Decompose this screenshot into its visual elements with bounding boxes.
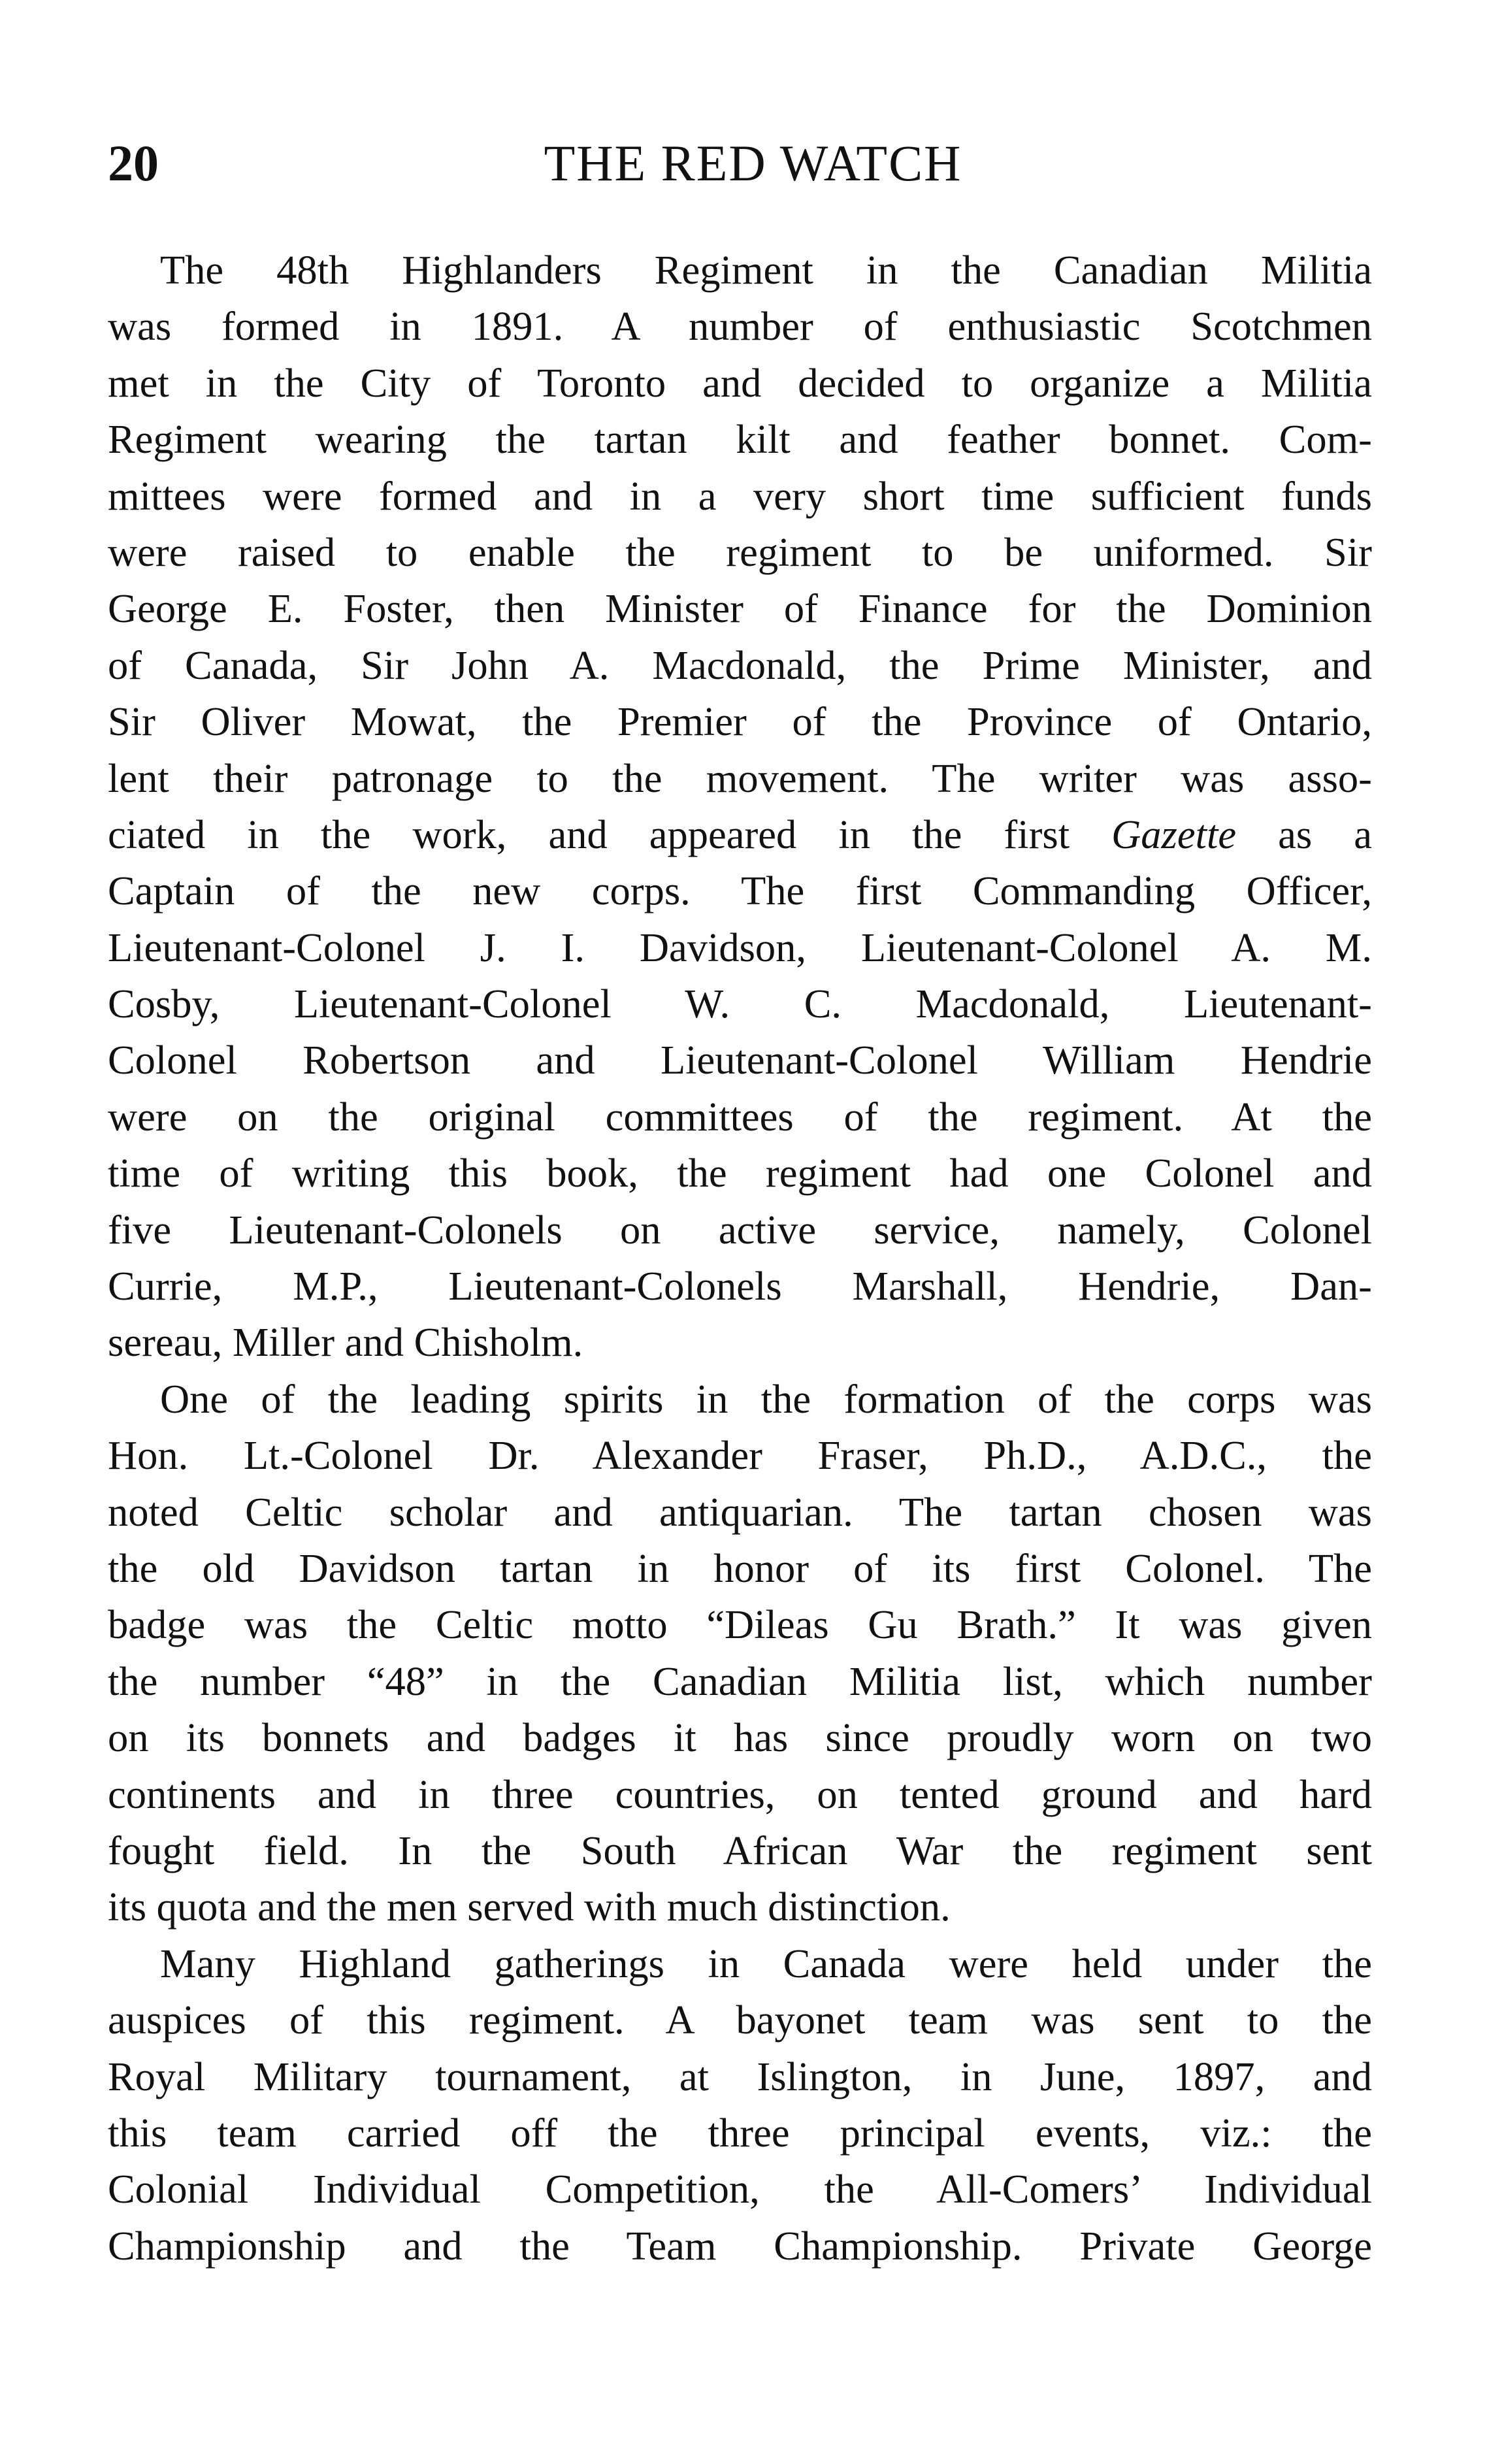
text-line: was formed in 1891. A number of enthusiastic Scotchmen bbox=[108, 303, 1372, 350]
text-line bbox=[108, 806, 1372, 862]
text-line: continents and in three countries, on tented ground and hard bbox=[108, 1771, 1372, 1817]
text-line: were raised to enable the regiment to be uniformed. Sir bbox=[108, 529, 1372, 575]
text-line: Hon. Lt.-Colonel Dr. Alexander Fraser, Ph.D., A.D.C., the bbox=[108, 1432, 1372, 1479]
text-line: Royal Military tournament, at Islington, in June, 1897, and bbox=[108, 2053, 1372, 2099]
text-line: lent their patronage to the movement. The writer was asso- bbox=[108, 755, 1372, 801]
text-line: time of writing this book, the regiment had one Colonel and bbox=[108, 1150, 1372, 1196]
text-line: Sir Oliver Mowat, the Premier of the Province of Ontario, bbox=[108, 698, 1372, 745]
paragraph bbox=[108, 1371, 1372, 1935]
text-line: fought field. In the South African War the regiment sent bbox=[108, 1827, 1372, 1873]
text-line: five Lieutenant-Colonels on active service, namely, Colonel bbox=[108, 1206, 1372, 1253]
text-line: Championship and the Team Championship. Private George bbox=[108, 2222, 1372, 2269]
text-line: Captain of the new corps. The first Commanding Officer, bbox=[108, 868, 1372, 914]
text-line: Lieutenant-Colonel J. I. Davidson, Lieutenant-Colonel A. M. bbox=[108, 924, 1372, 970]
text-line: mittees were formed and in a very short time sufficient funds bbox=[108, 472, 1372, 519]
paragraph bbox=[108, 242, 1372, 1371]
page-number: 20 bbox=[108, 135, 159, 191]
text-line: George E. Foster, then Minister of Finance for the Dominion bbox=[108, 585, 1372, 632]
text-line: Currie, M.P., Lieutenant-Colonels Marshall, Hendrie, Dan- bbox=[108, 1263, 1372, 1309]
text-line: this team carried off the three principal events, viz.: the bbox=[108, 2109, 1372, 2156]
text-line: of Canada, Sir John A. Macdonald, the Prime Minister, and bbox=[108, 642, 1372, 688]
text-line: Regiment wearing the tartan kilt and feather bonnet. Com- bbox=[108, 416, 1372, 463]
text-line: Many Highland gatherings in Canada were held under the bbox=[160, 1940, 1372, 1986]
text-line: on its bonnets and badges it has since proudly worn on two bbox=[108, 1715, 1372, 1761]
italic-title: Gazette bbox=[1111, 811, 1237, 857]
text-line: The 48th Highlanders Regiment in the Canadian Militia bbox=[160, 247, 1372, 293]
paragraph bbox=[108, 1935, 1372, 2274]
text-line: noted Celtic scholar and antiquarian. The tartan chosen was bbox=[108, 1488, 1372, 1535]
text-line: badge was the Celtic motto “Dileas Gu Brath.” It was given bbox=[108, 1602, 1372, 1648]
running-head: THE RED WATCH bbox=[544, 135, 962, 191]
text-line: auspices of this regiment. A bayonet team was sent to the bbox=[108, 1997, 1372, 2043]
text-segment: as a bbox=[1236, 811, 1372, 857]
text-line: Cosby, Lieutenant-Colonel W. C. Macdonald, Lieutenant- bbox=[108, 981, 1372, 1027]
text-line: its quota and the men served with much distinction. bbox=[108, 1884, 951, 1930]
text-line: the number “48” in the Canadian Militia list, which number bbox=[108, 1658, 1372, 1704]
body-text bbox=[108, 242, 1372, 2274]
text-line: were on the original committees of the regiment. At the bbox=[108, 1093, 1372, 1140]
text-line: Colonial Individual Competition, the All-Comers’ Individual bbox=[108, 2166, 1372, 2212]
text-line: the old Davidson tartan in honor of its first Colonel. The bbox=[108, 1545, 1372, 1591]
text-segment: ciated in the work, and appeared in the first bbox=[108, 811, 1112, 857]
text-line: One of the leading spirits in the formation of the corps was bbox=[160, 1375, 1372, 1422]
text-line: sereau, Miller and Chisholm. bbox=[108, 1319, 583, 1366]
page-header bbox=[108, 127, 1372, 199]
text-line: Colonel Robertson and Lieutenant-Colonel William Hendrie bbox=[108, 1037, 1372, 1083]
text-line: met in the City of Toronto and decided to organize a Militia bbox=[108, 359, 1372, 406]
